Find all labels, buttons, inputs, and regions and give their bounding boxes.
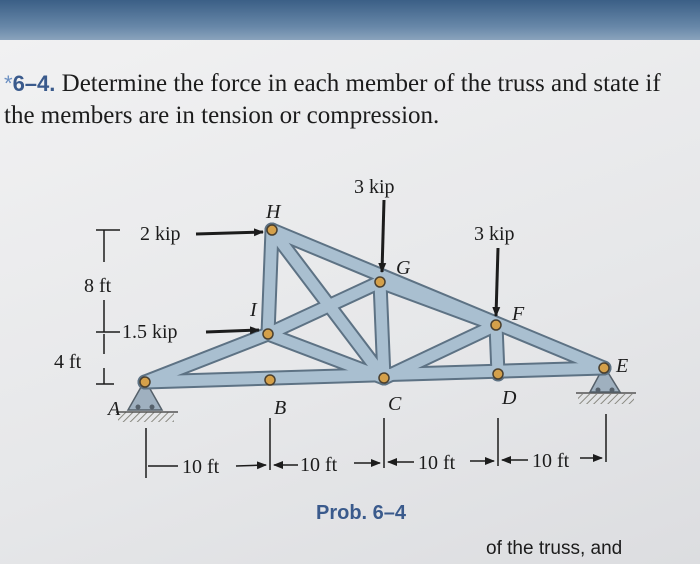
member-hi-hb — [268, 230, 272, 334]
dim-label-4ft: 4 ft — [54, 351, 82, 373]
joint-label-a: A — [108, 398, 121, 420]
load-label-3kip-g: 3 kip — [354, 176, 395, 198]
figure-caption: Prob. 6–4 — [316, 502, 407, 524]
joint-c-pin — [379, 373, 389, 383]
dim-arrow — [236, 465, 266, 466]
dim-label-8ft: 8 ft — [84, 275, 112, 297]
dim-label-span-3: 10 ft — [418, 452, 456, 474]
problem-number: *6–4. — [4, 71, 56, 96]
joint-label-f: F — [512, 303, 525, 325]
joint-d-pin — [493, 369, 503, 379]
support-a-bolt — [150, 405, 155, 410]
member-fd — [496, 325, 498, 374]
load-arrow-g — [382, 200, 384, 272]
joint-e-pin — [599, 363, 609, 373]
load-label-2kip: 2 kip — [140, 223, 181, 245]
joint-b-pin — [265, 375, 275, 385]
joint-label-d: D — [502, 387, 517, 409]
dim-label-span-2: 10 ft — [300, 454, 338, 476]
joint-g-pin — [375, 277, 385, 287]
joint-label-c: C — [388, 393, 402, 415]
support-e-bolt — [610, 388, 615, 393]
dim-label-span-1: 10 ft — [182, 456, 220, 478]
joint-label-g: G — [396, 257, 411, 279]
cutoff-text: of the truss, and — [486, 538, 623, 559]
joint-i-pin — [263, 329, 273, 339]
joint-label-e: E — [616, 355, 629, 377]
ground-hatch-e — [578, 394, 634, 404]
load-arrow-f — [496, 248, 498, 316]
support-e-bolt — [596, 388, 601, 393]
load-label-1p5kip: 1.5 kip — [122, 321, 178, 343]
load-arrow-i — [206, 330, 259, 332]
member-gd — [380, 282, 496, 325]
joint-f-pin — [491, 320, 501, 330]
member-gc — [380, 282, 384, 378]
problem-text: Determine the force in each member of the truss and state if the members are in tension or compression. — [4, 70, 661, 129]
joint-label-i: I — [250, 299, 257, 321]
load-label-3kip-f: 3 kip — [474, 223, 515, 245]
joint-h-pin — [267, 225, 277, 235]
ground-hatch-a — [118, 412, 174, 422]
load-arrow-h — [196, 232, 263, 234]
support-a-bolt — [136, 405, 141, 410]
joint-label-b: B — [274, 397, 287, 419]
joint-label-h: H — [266, 201, 281, 223]
joint-a-pin — [140, 377, 150, 387]
dim-label-span-4: 10 ft — [532, 450, 570, 472]
